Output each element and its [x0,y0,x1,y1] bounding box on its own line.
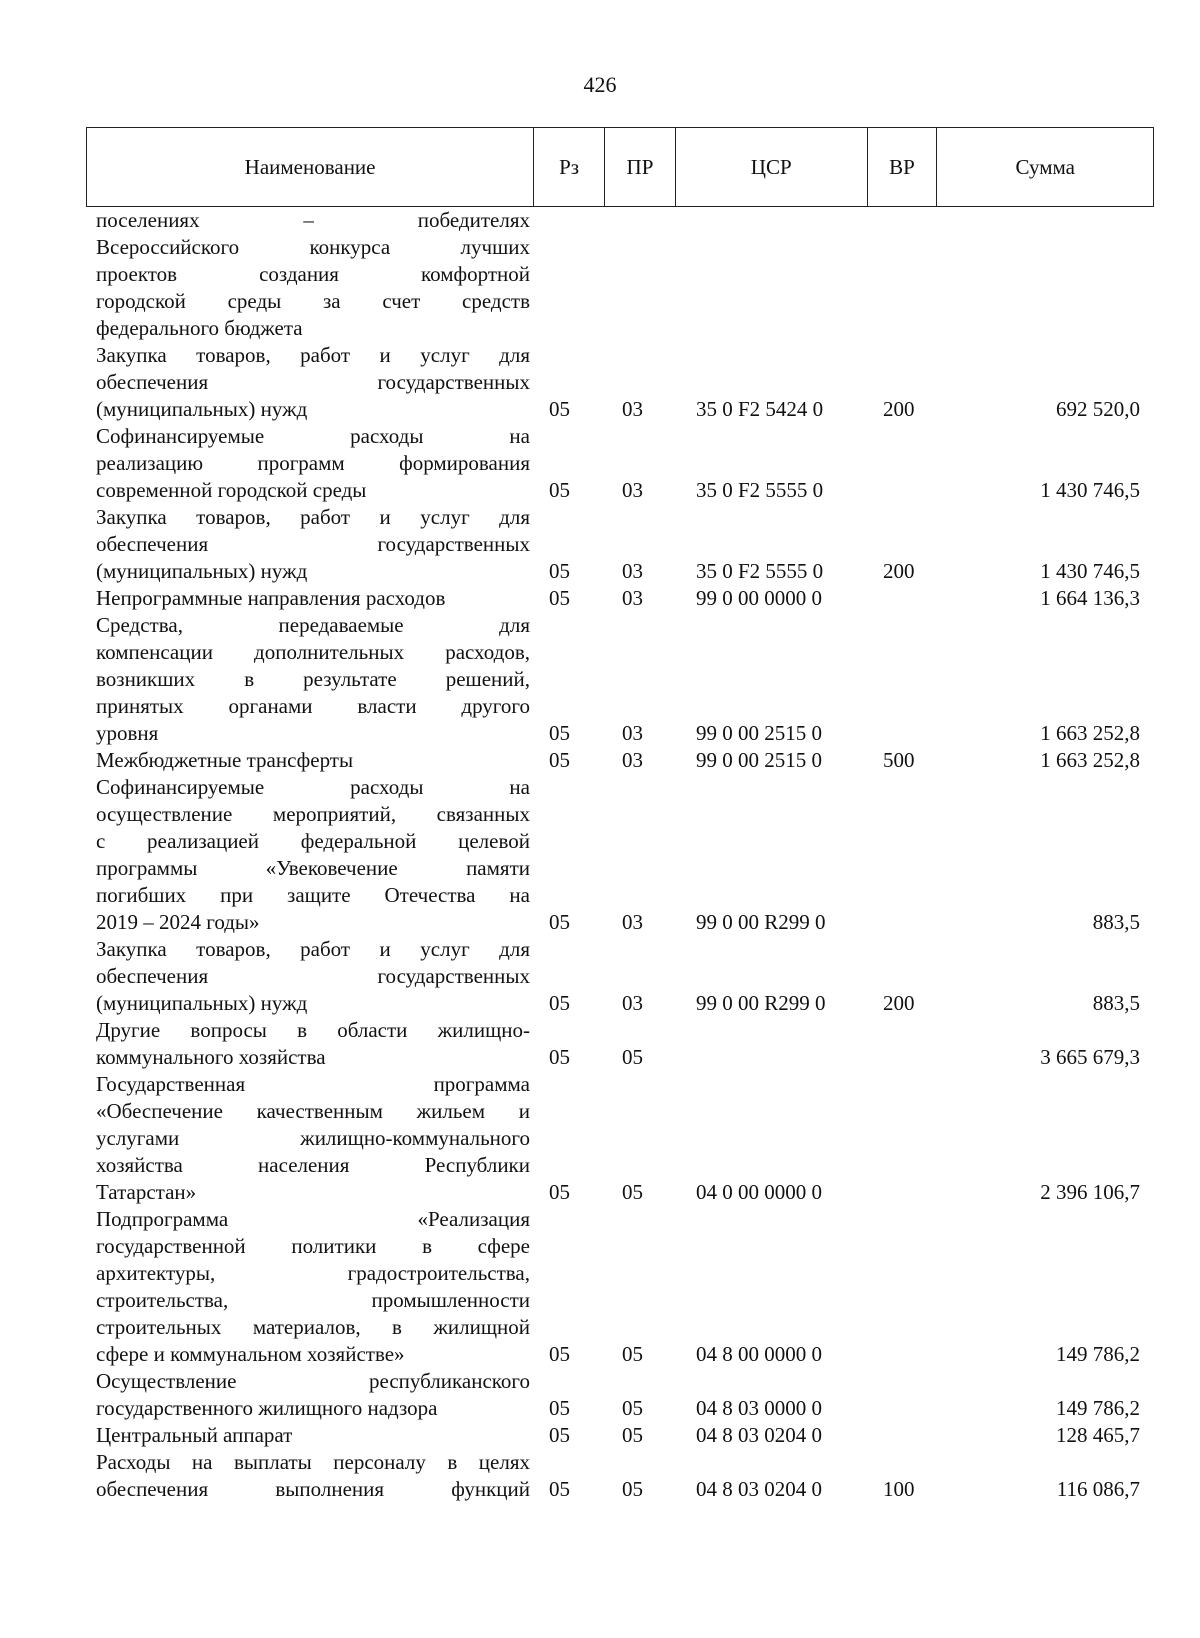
row-name [96,1422,530,1449]
row-name-line: Закупка товаров, работ и услуг для [96,343,530,367]
row-rz: 05 [549,478,570,502]
row-name-line: Закупка товаров, работ и услуг для [96,505,530,529]
row-pr: 03 [622,586,643,610]
row-sum: 883,5 [1092,991,1140,1015]
row-name [96,1449,530,1503]
row-vr: 200 [883,991,915,1015]
table-row [86,1071,1154,1206]
row-name-line: 2019 – 2024 годы» [96,910,260,934]
row-name-line: Непрограммные направления расходов [96,586,446,610]
row-name-line: с реализацией федеральной целевой [96,829,530,853]
row-rz: 05 [549,559,570,583]
row-name-line: Софинансируемые расходы на [96,424,530,448]
row-vr: 100 [883,1477,915,1501]
row-pr: 03 [622,397,643,421]
row-name-line: Софинансируемые расходы на [96,775,530,799]
row-rz: 05 [549,1180,570,1204]
row-name [96,504,530,585]
row-name [96,1017,530,1071]
row-pr: 05 [622,1180,643,1204]
row-sum: 116 086,7 [1056,1477,1140,1501]
table-row [86,1422,1154,1449]
row-pr: 03 [622,721,643,745]
row-csr: 99 0 00 2515 0 [696,721,822,745]
row-name-line: проектов создания комфортной [96,262,530,286]
row-name-line: принятых органами власти другого [96,694,530,718]
row-rz: 05 [549,1342,570,1366]
row-name-line: Закупка товаров, работ и услуг для [96,937,530,961]
header-csr: ЦСР [676,128,868,206]
header-pr: ПР [605,128,676,206]
row-name-line: строительства, промышленности [96,1288,530,1312]
row-csr: 04 8 03 0000 0 [696,1396,822,1420]
row-sum: 128 465,7 [1056,1423,1140,1447]
row-name-line: сфере и коммунальном хозяйстве» [96,1342,405,1366]
header-sum: Сумма [1015,154,1075,179]
row-rz: 05 [549,910,570,934]
row-name-line: государственной политики в сфере [96,1234,530,1258]
table-row [86,342,1154,423]
row-name-line: городской среды за счет средств [96,289,530,313]
row-sum: 883,5 [1092,910,1140,934]
row-sum: 149 786,2 [1056,1342,1140,1366]
page-number: 426 [583,72,617,97]
row-name-line: Центральный аппарат [96,1423,293,1447]
row-vr: 200 [883,559,915,583]
row-name [96,747,530,774]
row-name-line: Всероссийского конкурса лучших [96,235,530,259]
row-name-line: (муниципальных) нужд [96,991,308,1015]
row-name-line: коммунального хозяйства [96,1045,326,1069]
row-name-line: Осуществление республиканского [96,1369,530,1393]
row-name [96,585,530,612]
row-csr: 99 0 00 2515 0 [696,748,822,772]
row-pr: 03 [622,478,643,502]
row-rz: 05 [549,1045,570,1069]
row-name-line: Татарстан» [96,1180,197,1204]
row-name-line: «Обеспечение качественным жильем и [96,1099,530,1123]
table-row [86,774,1154,936]
row-name-line: Государственная программа [96,1072,530,1096]
row-pr: 03 [622,910,643,934]
table-body [86,207,1154,1503]
row-csr: 99 0 00 0000 0 [696,586,822,610]
row-csr: 04 8 00 0000 0 [696,1342,822,1366]
table-row [86,1449,1154,1503]
row-name-line: Подпрограмма «Реализация [96,1207,530,1231]
row-name [96,207,530,342]
row-name [96,1071,530,1206]
row-sum: 2 396 106,7 [1040,1180,1140,1204]
row-pr: 03 [622,559,643,583]
row-name-line: хозяйства населения Республики [96,1153,530,1177]
row-rz: 05 [549,721,570,745]
row-vr: 500 [883,748,915,772]
row-name-line: программы «Увековечение памяти [96,856,530,880]
row-rz: 05 [549,1396,570,1420]
table-row [86,207,1154,342]
row-csr: 04 8 03 0204 0 [696,1423,822,1447]
row-name-line: государственного жилищного надзора [96,1396,438,1420]
row-pr: 05 [622,1342,643,1366]
row-name-line: услугами жилищно-коммунального [96,1126,530,1150]
table-row [86,612,1154,747]
row-name [96,936,530,1017]
row-sum: 1 663 252,8 [1040,721,1140,745]
row-name-line: поселениях – победителях [96,208,530,232]
row-name-line: обеспечения государственных [96,532,530,556]
row-name-line: возникших в результате решений, [96,667,530,691]
row-name-line: строительных материалов, в жилищной [96,1315,530,1339]
row-name [96,612,530,747]
table-header [86,127,1154,207]
row-csr: 99 0 00 R299 0 [696,910,826,934]
header-rz: Рз [534,128,605,206]
row-name-line: современной городской среды [96,478,367,502]
row-name-line: Средства, передаваемые для [96,613,530,637]
row-csr: 04 8 03 0204 0 [696,1477,822,1501]
row-name-line: осуществление мероприятий, связанных [96,802,530,826]
row-csr: 35 0 F2 5555 0 [696,559,824,583]
table-row [86,936,1154,1017]
row-pr: 03 [622,748,643,772]
row-name [96,774,530,936]
row-sum: 149 786,2 [1056,1396,1140,1420]
row-sum: 1 663 252,8 [1040,748,1140,772]
row-sum: 1 430 746,5 [1040,559,1140,583]
row-name-line: уровня [96,721,159,745]
row-name-line: федерального бюджета [96,316,303,340]
row-rz: 05 [549,748,570,772]
table-row [86,747,1154,774]
row-name-line: компенсации дополнительных расходов, [96,640,530,664]
row-csr: 99 0 00 R299 0 [696,991,826,1015]
row-name-line: Другие вопросы в области жилищно- [96,1018,530,1042]
row-csr: 35 0 F2 5555 0 [696,478,824,502]
row-name [96,342,530,423]
row-pr: 05 [622,1045,643,1069]
row-sum: 1 430 746,5 [1040,478,1140,502]
row-name-line: обеспечения выполнения функций [96,1477,530,1501]
row-rz: 05 [549,586,570,610]
row-name-line: реализацию программ формирования [96,451,530,475]
header-vr: ВР [868,128,938,206]
table-row [86,1368,1154,1422]
row-name-line: погибших при защите Отечества на [96,883,530,907]
row-name [96,423,530,504]
row-name-line: (муниципальных) нужд [96,559,308,583]
table-row [86,585,1154,612]
row-pr: 05 [622,1423,643,1447]
row-rz: 05 [549,1477,570,1501]
row-pr: 05 [622,1477,643,1501]
table-row [86,1206,1154,1368]
row-name-line: архитектуры, градостроительства, [96,1261,530,1285]
row-sum: 692 520,0 [1056,397,1140,421]
row-rz: 05 [549,397,570,421]
row-name-line: Межбюджетные трансферты [96,748,354,772]
row-vr: 200 [883,397,915,421]
row-csr: 35 0 F2 5424 0 [696,397,824,421]
row-pr: 05 [622,1396,643,1420]
row-name-line: обеспечения государственных [96,964,530,988]
row-sum: 3 665 679,3 [1040,1045,1140,1069]
row-csr: 04 0 00 0000 0 [696,1180,822,1204]
row-sum: 1 664 136,3 [1040,586,1140,610]
header-name: Наименование [87,128,534,206]
table-row [86,423,1154,504]
row-rz: 05 [549,991,570,1015]
row-name-line: Расходы на выплаты персоналу в целях [96,1450,530,1474]
row-rz: 05 [549,1423,570,1447]
table-row [86,1017,1154,1071]
row-name [96,1368,530,1422]
row-name [96,1206,530,1368]
row-name-line: обеспечения государственных [96,370,530,394]
row-pr: 03 [622,991,643,1015]
table-row [86,504,1154,585]
row-name-line: (муниципальных) нужд [96,397,308,421]
